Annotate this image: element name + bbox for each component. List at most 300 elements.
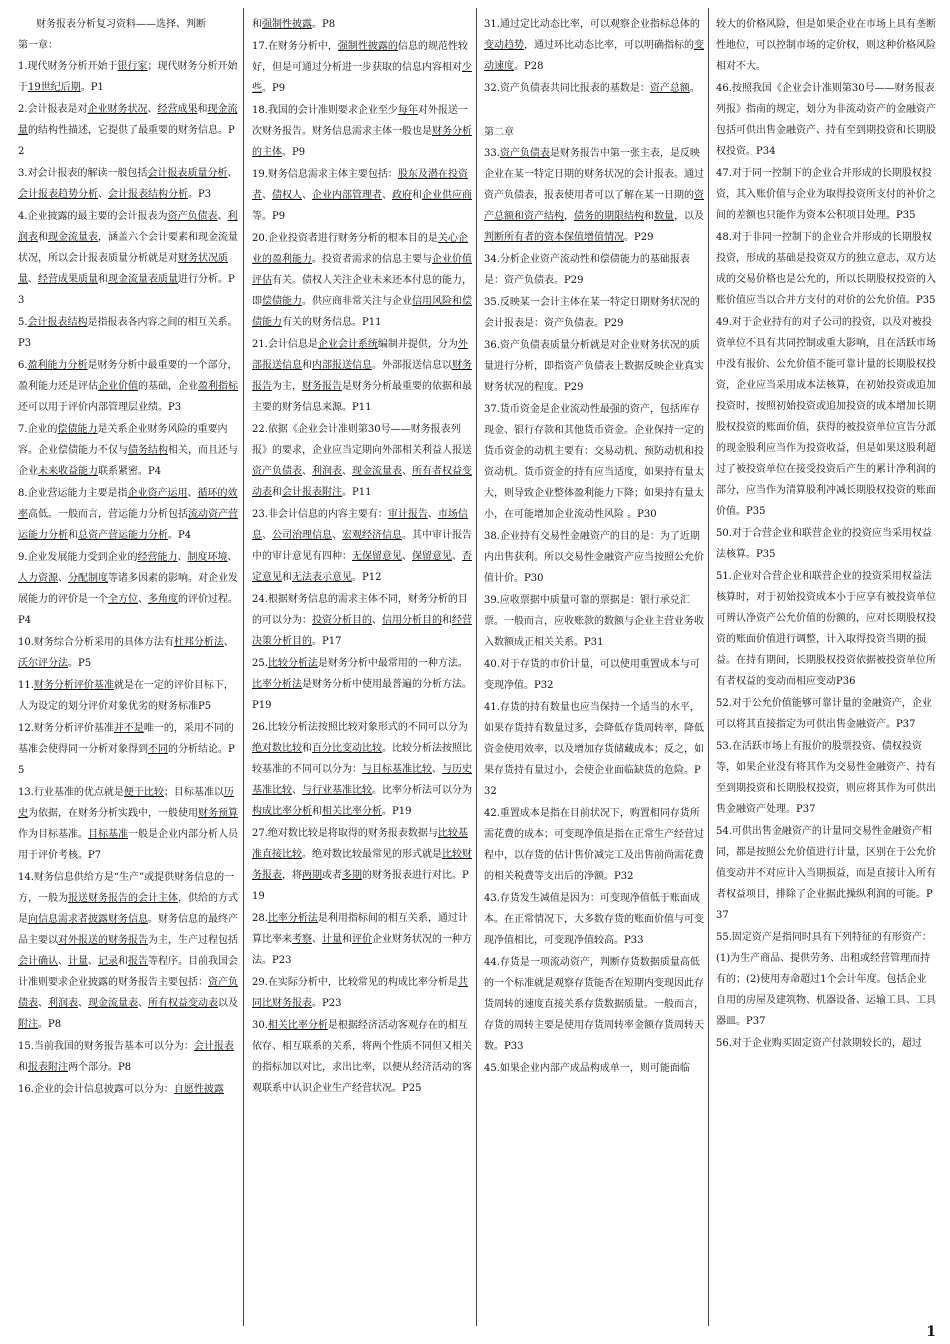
question-text: 27.绝对数比较是将取得的财务报表数据与: [252, 828, 438, 839]
question-text: 。P9: [262, 83, 286, 94]
question-text: ，将: [282, 870, 302, 881]
question-text: 和: [412, 190, 422, 201]
answer-term: 构成比率分析: [252, 806, 312, 817]
answer-term: 多角度: [148, 594, 178, 605]
question-text: 是财务分析中最常用的一种方法。: [317, 658, 468, 669]
question-text: ，: [564, 211, 574, 222]
question-text: 是利用指标间的相互关系，通过计算比率来: [252, 913, 468, 945]
answer-term: 强制性披露: [262, 19, 312, 30]
question-item: [252, 717, 472, 822]
answer-term: 经营决策分析目的: [252, 615, 472, 647]
question-text: 、: [147, 104, 158, 115]
question-text: 。P19: [382, 806, 412, 817]
question-text: 联系紧密。P4: [98, 466, 162, 477]
question-item: [18, 483, 238, 546]
question-text: 还可以用于评价内部管理层业绩。P3: [18, 402, 182, 413]
question-text: 、: [138, 998, 148, 1009]
question-text: 高低。一般而言，营运能力分析包括: [28, 509, 188, 520]
answer-term: 资产总额: [649, 83, 690, 94]
question-text: 和: [252, 19, 262, 30]
question-text: 相关，而且还与企业: [18, 445, 238, 477]
question-text: 和: [38, 232, 48, 243]
question-item: [252, 419, 472, 503]
question-text: 53.在活跃市场上有报价的股票投资、债权投资等，如果企业没有将其作为交易性金融资产、持有至到期投资和长期股权投资，则应将其作为可供出售金融资产处理。P37: [716, 741, 936, 815]
answer-term: 19世纪后期: [28, 82, 81, 93]
question-text: 30.: [252, 1020, 268, 1031]
column-divider: [476, 8, 477, 1326]
answer-term: 便于比较: [123, 787, 164, 798]
question-text: 29.在实际分析中，比较常见的构成比率分析是: [252, 977, 458, 988]
question-text: ，通过环比动态比率，可以明确指标的: [524, 40, 694, 51]
answer-term: 宏观经济信息: [342, 530, 402, 541]
answer-term: 关心企业的盈利能力: [252, 233, 468, 265]
question-text: 。P23: [312, 998, 342, 1009]
answer-term: 杜邦分析法: [173, 637, 224, 648]
question-text: 。比率分析法可以分为: [372, 785, 472, 796]
question-item: [252, 14, 472, 35]
question-text: 。P5: [68, 658, 92, 669]
question-text: 、: [372, 615, 382, 626]
question-text: 、: [78, 998, 88, 1009]
answer-term: 现金流量表: [88, 998, 138, 1009]
answer-term: 现金流量表质量: [108, 274, 178, 285]
answer-term: 债务结构: [128, 445, 168, 456]
answer-term: 总资产营运能力分析: [78, 530, 168, 541]
question-text: 26.比较分析法按照比较对象形式的不同可以分为: [252, 722, 468, 733]
question-item: [484, 14, 704, 77]
question-item: [18, 56, 238, 98]
question-text: 28.: [252, 913, 268, 924]
question-text: 10.财务综合分析采用的具体方法有: [18, 637, 174, 648]
answer-term: 会计确认: [18, 956, 58, 967]
answer-term: 比较基准直接比较: [252, 828, 468, 860]
question-item: [252, 908, 472, 971]
question-text: 50.对于合营企业和联营企业的投资应当采用权益法核算。P35: [716, 528, 932, 560]
question-text: 17.在财务分析中，: [252, 41, 338, 52]
question-text: ；目标基准以: [163, 787, 224, 798]
question-text: 和: [98, 274, 108, 285]
question-text: 32.资产负债表共同比报表的基数是：: [484, 83, 650, 94]
question-text: 45.如果企业内部产成品构成单一，则可能面临: [484, 1063, 690, 1074]
answer-term: 报送财务报告的会计主体: [68, 893, 178, 904]
question-text: 的分析结论。P5: [18, 744, 235, 776]
question-text: 。投资者需求的信息主要与: [312, 254, 432, 265]
question-item: [484, 143, 704, 248]
answer-term: 与目标基准比较: [362, 764, 432, 775]
answer-term: 政府: [392, 190, 412, 201]
question-text: 、: [88, 956, 98, 967]
question-item: [252, 653, 472, 716]
answer-term: 资产负债表: [18, 977, 238, 1009]
question-text: 39.应收票据中质量可靠的票据是：银行承兑汇票。一般而言，应收账款的数额与企业主营业务收入数额成正相关关系。P31: [484, 595, 704, 648]
question-item: [716, 736, 936, 820]
answer-term: 未来收益能力: [38, 466, 98, 477]
answer-term: 会计报表附注: [282, 487, 342, 498]
question-text: 、: [138, 594, 148, 605]
question-text: 2.会计报表是对: [18, 104, 88, 115]
question-text: 唯一的，采用不同的基准会使得同一分析对象得到: [18, 723, 234, 755]
answer-term: 会计报表: [193, 1041, 234, 1052]
question-item: [716, 693, 936, 735]
question-text: 。比较分析法按照比较基准的不同可以分为：: [252, 743, 472, 775]
answer-term: 无保留意见: [352, 551, 402, 562]
question-item: [252, 823, 472, 907]
question-item: [484, 697, 704, 802]
question-text: 为主，: [272, 381, 302, 392]
question-text: 是财务分析中使用最普遍的分析方法。P19: [252, 679, 472, 711]
question-text: 两个部分。P8: [68, 1062, 132, 1073]
question-text: 7.企业的: [18, 424, 58, 435]
question-text: 、: [402, 551, 412, 562]
answer-term: 并不是: [113, 723, 144, 734]
question-text: 37.货币资金是企业流动性最强的资产，包括库存现金、银行存款和其他货币资金。企业保持一定的货币资金的动机主要有：交易动机、预防动机和投资动机。货币资金的持有应当适度，如果持有量太大，则导致企业整体盈利能力下降；如果持有量太小，在可能增加企业流动性风险 。P30: [484, 404, 704, 520]
question-item: [18, 99, 238, 162]
question-text: 13.行业基准的优点就是: [18, 787, 124, 798]
question-item: [18, 1079, 238, 1100]
question-text: 、: [302, 190, 312, 201]
question-text: 、: [342, 466, 352, 477]
question-text: ，供给的方式是: [18, 893, 238, 925]
question-text: 较大的价格风险，但是如果企业在市场上具有垄断性地位，可以控制市场的定价权，则这种价格风险相对不大。: [716, 19, 936, 72]
question-text: 、: [58, 573, 68, 584]
question-text: 、: [217, 211, 228, 222]
answer-term: 所有权益变动表: [148, 998, 218, 1009]
answer-term: 资产总额和资产结构: [484, 190, 704, 222]
question-text: 、: [227, 552, 238, 563]
answer-term: 评价: [352, 934, 372, 945]
question-text: 。财务信息的最终产品主要以: [18, 914, 238, 946]
answer-term: 债务的期限结构: [574, 211, 644, 222]
question-text: 。P8: [312, 19, 336, 30]
answer-term: 少些: [252, 62, 472, 94]
answer-term: 流动资产营运能力分析: [18, 509, 238, 541]
question-item: [716, 821, 936, 926]
question-text: 编制并提供，分为: [377, 339, 458, 350]
question-text: 或者: [322, 870, 342, 881]
answer-term: 强制性披露的: [337, 41, 398, 52]
question-item: [716, 78, 936, 162]
question-text: 等诸多因素的影响。对企业发展能力的评价是一个: [18, 573, 238, 605]
question-text: 、: [187, 488, 198, 499]
question-text: 19.财务信息需求主体主要包括：: [252, 169, 398, 180]
question-text: 43.存货发生减值是因为：可变现净值低于账面成本。在正常情况下，大多数存货的账面价值与可变现净值相比，可变现净值较高。P33: [484, 893, 704, 946]
text-column-4: [716, 14, 936, 1326]
answer-term: 沃尔评分法: [18, 658, 68, 669]
question-item: [484, 292, 704, 334]
question-text: 48.对于非同一控制下的企业合并形成的长期股权投资，形成的基础是投资双方的独立意志，双方达成的交易价格也是公允的，所以长期股权投资的入账价值应当以合并方支付的对价的公允价值。P35: [716, 232, 936, 306]
question-text: 的评价过程。P4: [18, 594, 238, 626]
answer-term: 盈利指标: [198, 381, 238, 392]
question-text: 。: [689, 83, 700, 94]
question-text: 的基础，企业: [138, 381, 198, 392]
answer-term: 绝对数比较: [252, 743, 302, 754]
question-text: 23.非会计信息的内容主要有：: [252, 509, 388, 520]
question-text: 、: [227, 168, 238, 179]
column-divider: [708, 8, 709, 1326]
question-text: 。供应商非常关注与企业: [302, 296, 412, 307]
question-text: 16.企业的会计信息披露可以分为：: [18, 1084, 174, 1095]
answer-term: 企业内部管理者: [312, 190, 382, 201]
question-text: 。P12: [352, 572, 382, 583]
question-text: 。P17: [312, 636, 342, 647]
question-text: 21.会计信息是: [252, 339, 318, 350]
answer-term: 历史: [18, 787, 234, 819]
question-text: 是财务报告中第一张主表，是反映企业在某一特定日期的财务状况的会计报表。通过资产负债表，报表使用者可以了解在某一日期的: [484, 148, 704, 201]
question-item: [18, 632, 238, 674]
answer-term: 利润表: [312, 466, 342, 477]
answer-term: 两期: [302, 870, 322, 881]
question-item: [484, 888, 704, 951]
answer-term: 自愿性披露: [173, 1084, 224, 1095]
answer-term: 信用风险和偿债能力: [252, 296, 472, 328]
answer-term: 变动速度: [484, 40, 704, 72]
answer-term: 财务分析的主体: [252, 126, 472, 158]
question-text: 、: [332, 530, 342, 541]
question-text: 51.企业对合营企业和联营企业的投资采用权益法核算时，对于初始投资成本小于应享有被投资单位可辨认净资产公允价值的份额的，应对长期股权投资的账面价值进行调整，计入取得投资当期的损益。在持有期间，长期股权投资依据被投资单位所有者权益的变动而相应变动P36: [716, 571, 936, 687]
answer-term: 财务报告: [252, 360, 472, 392]
answer-term: 报表附注: [28, 1062, 68, 1073]
question-text: 55.固定资产是指同时具有下列特征的有形资产：(1)为生产商品、提供劳务、出租或经营管理而持有的；(2)使用寿命超过1个会计年度。包括企业自用的房屋及建筑物、机器设备、运输工具、工具器皿。P37: [716, 932, 936, 1027]
question-item: [484, 399, 704, 525]
question-text: 有关。债权人关注企业未来还本付息的能力，即: [252, 275, 472, 307]
question-text: 。其中审计报告中的审计意见有四种：: [252, 530, 472, 562]
question-item: [252, 100, 472, 163]
question-text: 企业财务状况的一种方法。P23: [252, 934, 472, 966]
question-text: 、: [382, 190, 392, 201]
answer-term: 债权人: [272, 190, 302, 201]
question-item: [716, 163, 936, 226]
question-text: 40.对于存货的市价计量，可以使用重置成本与可变现净值。P32: [484, 659, 700, 691]
question-item: [484, 590, 704, 653]
question-text: 为依据，在财务分析实践中，一般使用: [28, 808, 198, 819]
question-item: [18, 355, 238, 418]
question-text: 、: [312, 934, 322, 945]
question-item: [252, 36, 472, 99]
question-text: 和: [18, 1062, 28, 1073]
question-text: 、: [98, 189, 108, 200]
question-text: 、: [223, 637, 234, 648]
question-text: 56.对于企业购买固定资产付款期较长的，超过: [716, 1038, 922, 1049]
question-text: 是财务分析最重要的依据和最主要的财务信息来源。P11: [252, 381, 472, 413]
spacer: [484, 100, 704, 122]
chapter-heading: 第一章：: [18, 40, 58, 51]
answer-term: 会计报表趋势分析: [18, 189, 98, 200]
question-text: 8.企业营运能力主要是指: [18, 488, 128, 499]
question-text: 18.我国的会计准则要求企业至少: [252, 105, 398, 116]
question-item: [716, 566, 936, 692]
question-text: 。P9: [282, 147, 306, 158]
question-text: 以及: [218, 998, 238, 1009]
question-item: [252, 164, 472, 227]
question-text: 33.: [484, 148, 500, 159]
question-text: 。外部报送信息以: [372, 360, 452, 371]
question-text: 和: [197, 104, 208, 115]
answer-term: 财务状况质量: [18, 253, 228, 285]
answer-term: 比较分析法: [267, 658, 318, 669]
question-text: 有关的财务信息。P11: [282, 317, 382, 328]
question-item: [716, 14, 936, 77]
answer-term: 不同: [148, 744, 168, 755]
answer-term: 计量: [68, 956, 88, 967]
question-text: 的结构性描述，它提供了最重要的财务信息。P2: [18, 125, 235, 157]
question-item: [716, 927, 936, 1032]
answer-term: 与历史基准比较: [252, 764, 472, 796]
answer-term: 财务预算: [198, 808, 238, 819]
question-text: 9.企业发展能力受到企业的: [18, 552, 138, 563]
answer-term: 对外报送的财务报告: [58, 935, 148, 946]
answer-term: 会计报表结构: [27, 317, 88, 328]
question-text: 3.对会计报表的解读一般包括: [18, 168, 148, 179]
column-divider: [243, 8, 244, 1326]
document-title: 财务报表分析复习资料——选择、判断: [36, 19, 206, 30]
text-column-1: [18, 14, 238, 1326]
question-item: [18, 718, 238, 781]
question-text: 5.: [18, 317, 28, 328]
answer-term: 经营成果: [157, 104, 198, 115]
question-text: 36.资产负债表质量分析就是对企业财务状况的质量进行分析，即指资产负债表上数据反映企业真实财务状况的程度。P29: [484, 340, 704, 393]
question-text: 、: [262, 190, 272, 201]
answer-term: 百分比变动比较: [312, 743, 382, 754]
answer-term: 资产负债表: [499, 148, 550, 159]
answer-term: 企业供应商: [422, 190, 472, 201]
question-item: [18, 312, 238, 354]
question-item: [484, 952, 704, 1057]
question-item: [484, 526, 704, 589]
answer-term: 偿债能力: [262, 296, 302, 307]
question-text: 、: [177, 552, 188, 563]
question-text: 1.现代财务分析开始于: [18, 61, 118, 72]
answer-term: 相关比率分析: [322, 806, 382, 817]
answer-term: 股东及潜在投资者: [252, 169, 468, 201]
question-text: 、: [262, 530, 272, 541]
question-text: 等程序。目前我国会计准则要求企业披露的财务报告主要包括：: [18, 956, 238, 988]
question-item: [252, 228, 472, 333]
answer-term: 所有者权益变动表: [252, 466, 472, 498]
question-text: 。P29: [624, 232, 654, 243]
question-text: 是根据经济活动客观存在的相互依存、相互联系的关系，将两个性质不同但又相关的指标加以对比，求出比率，以便从经济活动的客观联系中认识企业生产经营状况。P25: [252, 1020, 472, 1094]
question-item: [484, 654, 704, 696]
answer-term: 现金流量表: [48, 232, 98, 243]
answer-term: 现金流量: [18, 104, 238, 136]
question-item: [18, 419, 238, 482]
question-item: [252, 589, 472, 652]
question-text: 14.财务信息供给方是“生产”或提供财务信息的一方，一般为: [18, 872, 235, 904]
question-text: 、: [292, 785, 302, 796]
question-item: [716, 227, 936, 311]
answer-term: 市场信息: [252, 509, 468, 541]
question-text: 24.根据财务信息的需求主体不同，财务分析的目的可以分为：: [252, 594, 468, 626]
question-item: [18, 206, 238, 311]
answer-term: 保留意见: [412, 551, 452, 562]
question-text: 。P8: [38, 1019, 62, 1030]
question-text: 。P1: [80, 82, 104, 93]
question-text: 35.反映某一会计主体在某一特定日期财务状况的会计报表是：资产负债表。P29: [484, 297, 700, 329]
question-text: 和: [118, 956, 128, 967]
answer-term: 循环的效率: [18, 488, 238, 520]
question-text: 20.企业投资者进行财务分析的根本目的是: [252, 233, 438, 244]
question-text: 和: [312, 806, 322, 817]
answer-term: 企业财务状况: [87, 104, 148, 115]
question-text: 进行分析。P3: [18, 274, 235, 306]
answer-term: 变动趋势: [484, 40, 524, 51]
question-text: 就是在一定的评价目标下，人为设定的划分评价对象优劣的财务标准P5: [18, 680, 234, 712]
text-column-2: [252, 14, 472, 1326]
answer-term: 考察: [292, 934, 312, 945]
question-text: 34.分析企业资产流动性和偿债能力的基础报表是：资产负债表。P29: [484, 254, 690, 286]
question-text: 。P11: [342, 487, 372, 498]
answer-term: 分配制度: [68, 573, 108, 584]
answer-term: 否定意见: [252, 551, 472, 583]
question-text: 。P3: [188, 189, 212, 200]
answer-term: 目标基准: [88, 829, 128, 840]
answer-term: 人力资源: [18, 573, 58, 584]
answer-term: 向信息需求者披露财务信息: [28, 914, 148, 925]
question-item: [484, 1058, 704, 1079]
question-text: 是关系企业财务风险的重要内容。企业偿债能力不仅与: [18, 424, 228, 456]
question-text: 、: [427, 509, 438, 520]
answer-term: 企业资产运用: [127, 488, 188, 499]
question-text: 47.对于同一控制下的企业合并形成的长期股权投资，其入账价值与企业为取得投资所支付的补价之间的差额也只能作为资本公积项目处理。P35: [716, 168, 936, 221]
answer-term: 会计报表结构分析: [108, 189, 188, 200]
text-column-3: [484, 14, 704, 1326]
answer-term: 盈利能力分析: [27, 360, 88, 371]
answer-term: 偿债能力: [57, 424, 98, 435]
question-text: 12.财务分析评价基准: [18, 723, 114, 734]
question-text: 、: [38, 998, 48, 1009]
answer-term: 经营成果质量: [38, 274, 98, 285]
question-text: 。绝对数比较最常见的形式就是: [302, 849, 442, 860]
question-text: ，涵盖六个会计要素和现金流量状况，所以会计报表质量分析就是对: [18, 232, 238, 264]
question-item: [18, 867, 238, 1035]
answer-term: 经营能力: [137, 552, 178, 563]
question-text: 4.企业披露的最主要的会计报表为: [18, 211, 168, 222]
question-text: 、: [402, 466, 412, 477]
answer-term: 判断所有者的资本保值增值情况: [484, 232, 624, 243]
question-item: [252, 334, 472, 418]
question-item: [716, 1033, 936, 1054]
question-item: [484, 803, 704, 887]
question-text: 38.企业持有交易性金融资产的目的是：为了近期内出售获利。所以交易性金融资产应当按照公允价值计价。P30: [484, 531, 704, 584]
question-text: 、: [432, 764, 442, 775]
question-item: [18, 163, 238, 205]
question-text: 和: [272, 487, 282, 498]
answer-term: 银行家: [117, 61, 148, 72]
question-text: 等。P9: [252, 211, 286, 222]
answer-term: 会计报表质量分析: [147, 168, 228, 179]
question-item: [484, 78, 704, 99]
question-item: [252, 504, 472, 588]
answer-term: 记录: [98, 956, 118, 967]
answer-term: 企业会计系统: [317, 339, 378, 350]
question-text: 25.: [252, 658, 268, 669]
answer-term: 比较财务报表: [252, 849, 472, 881]
answer-term: 利润表: [18, 211, 238, 243]
question-text: 信息的规范性较好，但是可通过分析进一步获取的信息内容相对: [252, 41, 468, 73]
answer-term: 制度环境: [187, 552, 228, 563]
question-text: 是指报表各内容之间的相互关系。P3: [18, 317, 238, 349]
answer-term: 共同比财务报表: [252, 977, 468, 1009]
answer-term: 报告: [128, 956, 148, 967]
answer-term: 相关比率分析: [267, 1020, 328, 1031]
answer-term: 多期: [342, 870, 362, 881]
question-text: 、: [58, 956, 68, 967]
answer-term: 企业价值评估: [252, 254, 472, 286]
question-item: [18, 782, 238, 866]
answer-term: 与行业基准比较: [302, 785, 372, 796]
answer-term: 利润表: [48, 998, 78, 1009]
page-number: 1: [926, 1324, 936, 1340]
question-text: 、: [452, 551, 462, 562]
